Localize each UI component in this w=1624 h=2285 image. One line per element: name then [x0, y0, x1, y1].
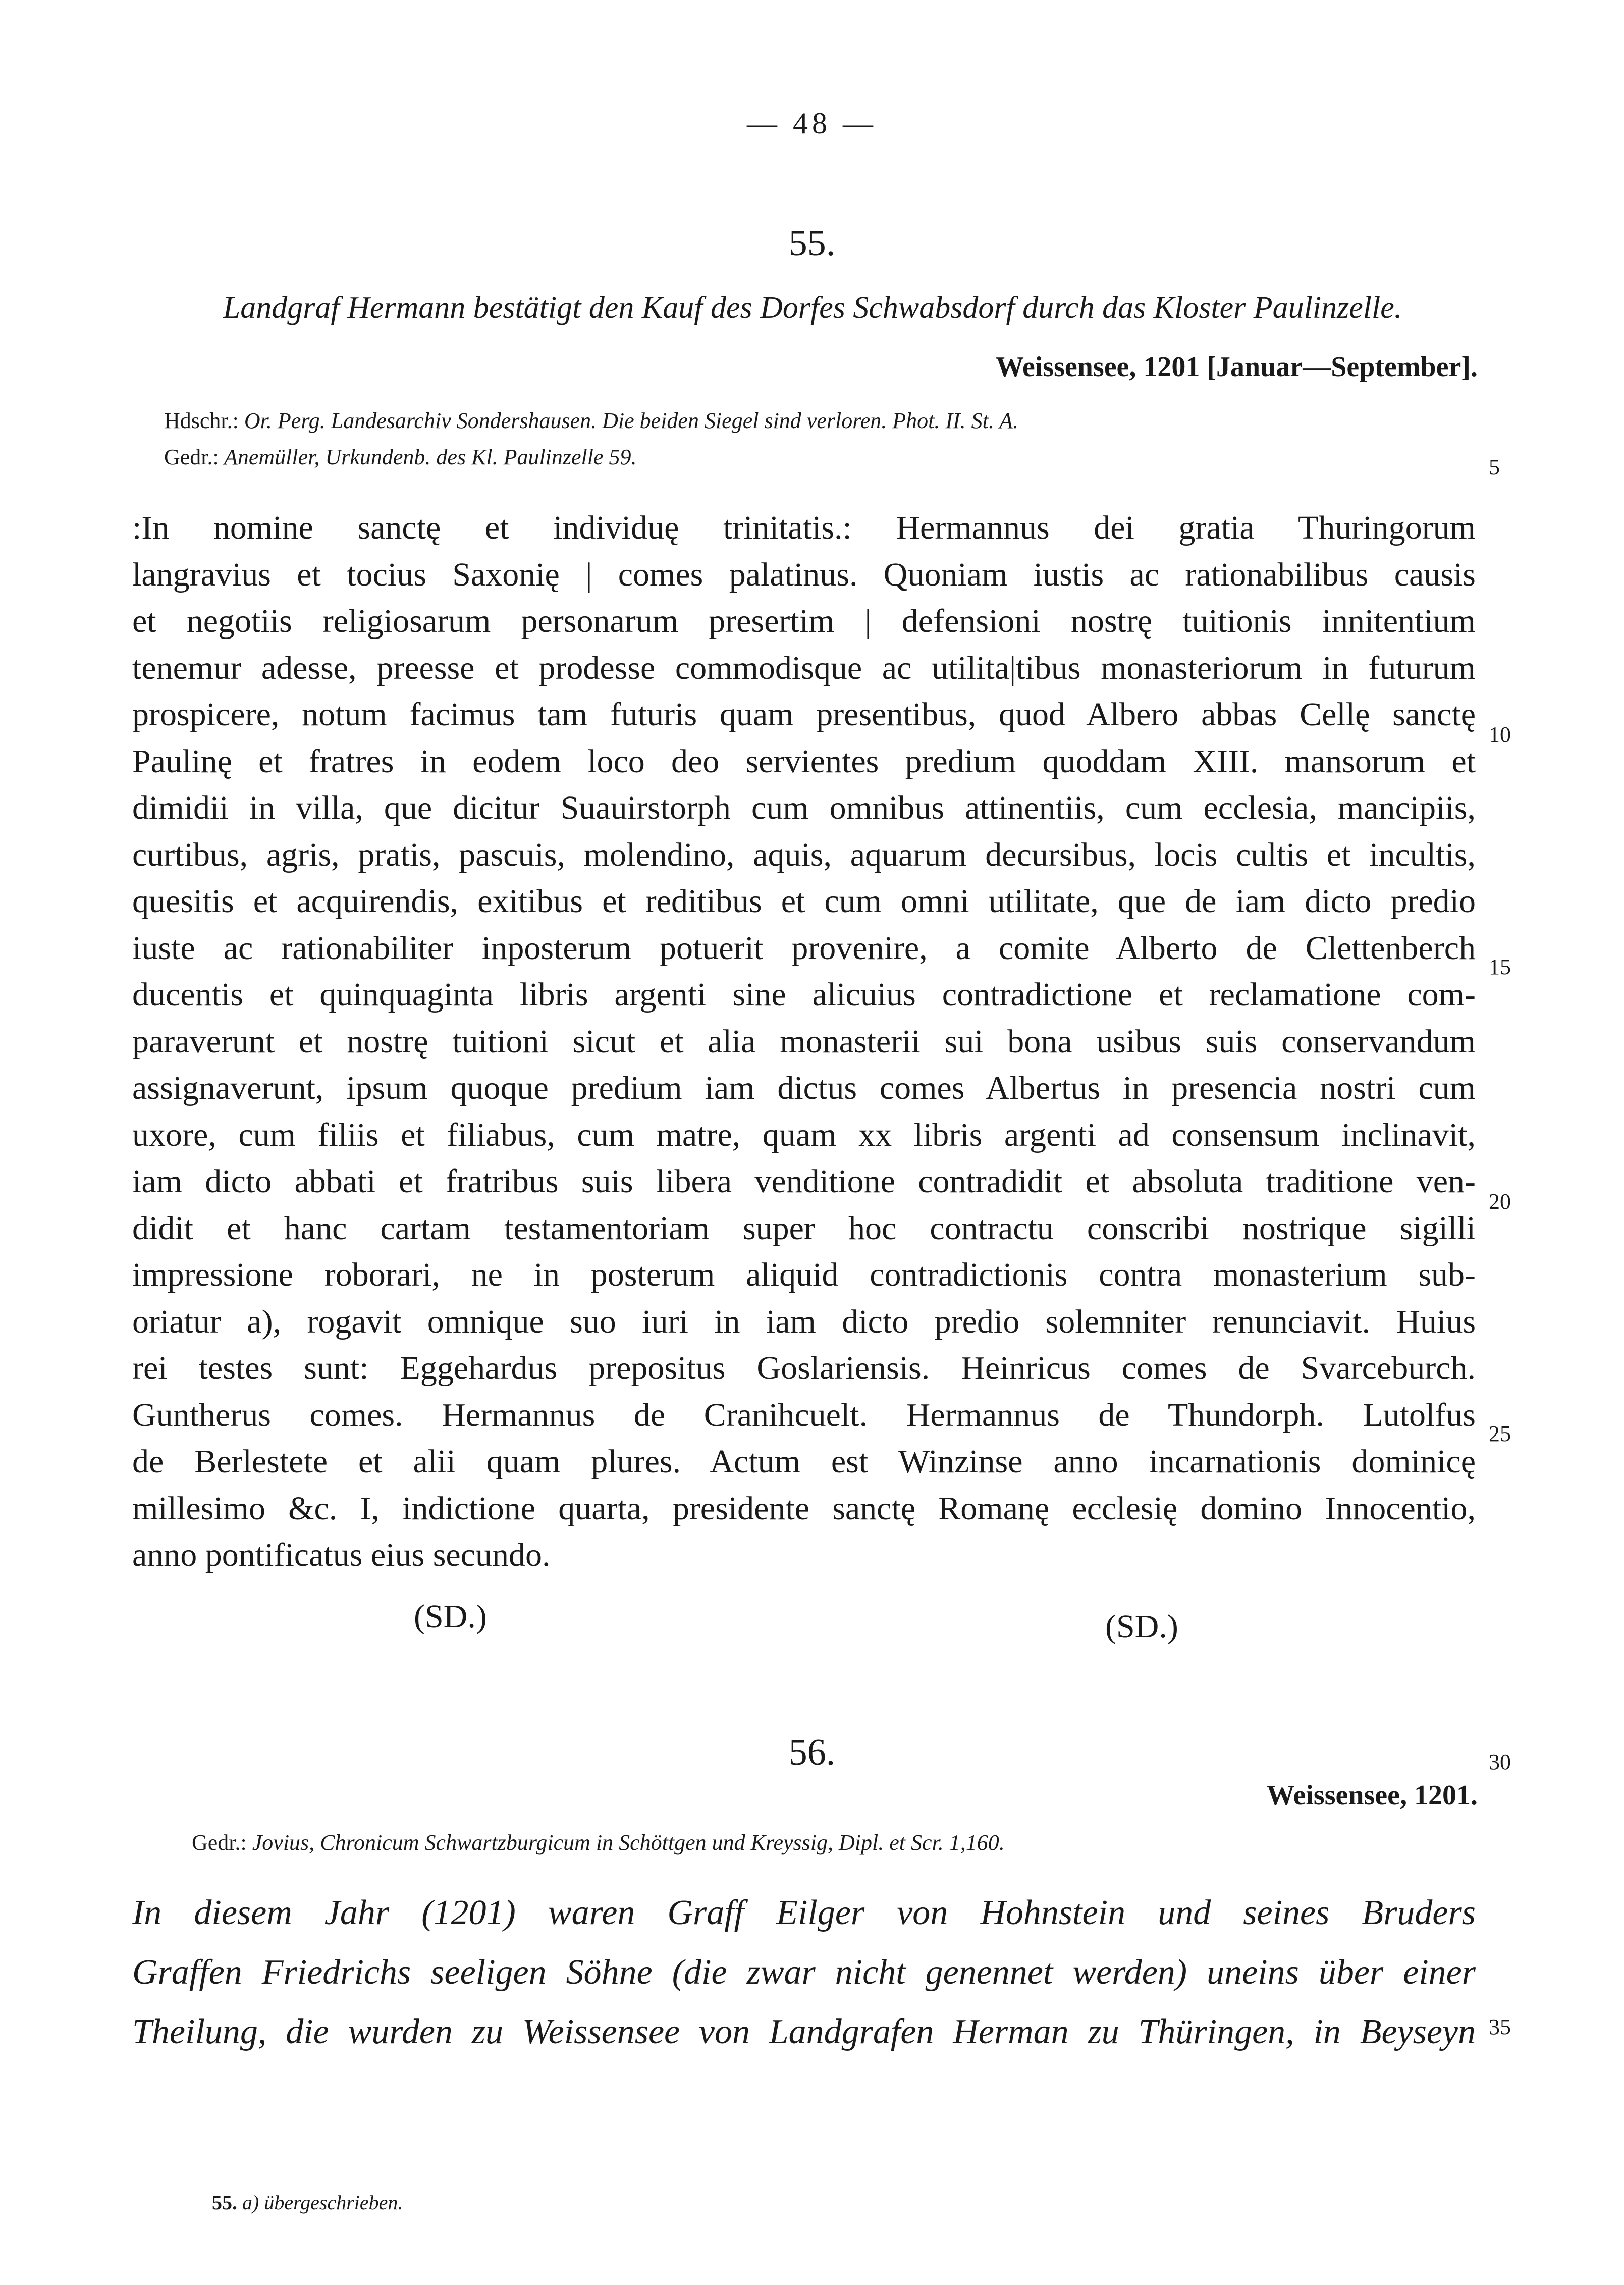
- footnote-number: 55.: [212, 2191, 237, 2214]
- source-label: Hdschr.:: [164, 408, 239, 433]
- footnote-text: a) übergeschrieben.: [242, 2191, 403, 2214]
- seal-marker: (SD.): [414, 1598, 487, 1635]
- text-line: Guntherus comes. Hermannus de Cranihcuelt. Hermannus de Thundorph. Lutolfus: [132, 1396, 1476, 1433]
- text-line: rei testes sunt: Eggehardus prepositus Goslariensis. Heinricus comes de Svarceburch.: [132, 1350, 1476, 1387]
- page-number: — 48 —: [747, 107, 877, 140]
- text-line: prospicere, notum facimus tam futuris quam presentibus, quod Albero abbas Cellę sanctę: [132, 696, 1476, 733]
- source-label: Gedr.:: [164, 445, 219, 469]
- text-line: dimidii in villa, que dicitur Suauirstorph cum omnibus attinentiis, cum ecclesia, mancipiis,: [132, 789, 1476, 826]
- document-title: Landgraf Hermann bestätigt den Kauf des Dorfes Schwabsdorf durch das Kloster Paulinzelle.: [223, 291, 1402, 325]
- seal-marker: (SD.): [1105, 1608, 1178, 1645]
- text-line: millesimo &c. I, indictione quarta, presidente sanctę Romanę ecclesię domino Innocentio,: [132, 1490, 1476, 1527]
- text-line: :In nomine sanctę et individuę trinitatis.: Hermannus dei gratia Thuringorum: [132, 509, 1476, 546]
- text-line: paraverunt et nostrę tuitioni sicut et alia monasterii sui bona usibus suis conservandum: [132, 1023, 1476, 1060]
- text-line: iam dicto abbati et fratribus suis libera venditione contradidit et absoluta traditione ven-: [132, 1163, 1476, 1200]
- source-text: Or. Perg. Landesarchiv Sondershausen. Die beiden Siegel sind verloren. Phot. II. St. A.: [244, 408, 1018, 433]
- text-line: impressione roborari, ne in posterum aliquid contradictionis contra monasterium sub-: [132, 1256, 1476, 1293]
- line-number: 25: [1489, 1421, 1511, 1446]
- source-label: Gedr.:: [192, 1830, 247, 1855]
- line-number: 30: [1489, 1749, 1511, 1774]
- text-line: uxore, cum filiis et filiabus, cum matre, quam xx libris argenti ad consensum inclinavit,: [132, 1116, 1476, 1153]
- text-line: tenemur adesse, preesse et prodesse commodisque ac utilita|tibus monasteriorum in futurum: [132, 649, 1476, 686]
- source-print: [192, 1830, 1005, 1855]
- text-line: Theilung, die wurden zu Weissensee von Landgrafen Herman zu Thüringen, in Beyseyn: [132, 2012, 1476, 2051]
- line-number: 15: [1489, 954, 1511, 979]
- footnote: [212, 2191, 403, 2214]
- text-line: et negotiis religiosarum personarum presertim | defensioni nostrę tuitionis innitentium: [132, 603, 1476, 640]
- text-line: In diesem Jahr (1201) waren Graff Eilger von Hohnstein und seines Bruders: [132, 1893, 1476, 1932]
- line-number: 10: [1489, 722, 1511, 747]
- text-line: iuste ac rationabiliter inposterum potuerit provenire, a comite Alberto de Clettenberch: [132, 929, 1476, 967]
- text-line: oriatur a), rogavit omnique suo iuri in iam dicto predio solemniter renunciavit. Huius: [132, 1303, 1476, 1340]
- source-text: Jovius, Chronicum Schwartzburgicum in Schöttgen und Kreyssig, Dipl. et Scr. 1,160.: [252, 1830, 1005, 1855]
- line-number: 35: [1489, 2014, 1511, 2039]
- document-number: 55.: [788, 223, 836, 264]
- text-line: langravius et tocius Saxonię | comes palatinus. Quoniam iustis ac rationabilibus causis: [132, 556, 1476, 593]
- text-line: ducentis et quinquaginta libris argenti sine alicuius contradictione et reclamatione com-: [132, 976, 1476, 1013]
- line-number: 5: [1489, 455, 1500, 480]
- text-line: de Berlestete et alii quam plures. Actum est Winzinse anno incarnationis dominicę: [132, 1443, 1476, 1480]
- text-line: didit et hanc cartam testamentoriam super hoc contractu conscribi nostrique sigilli: [132, 1209, 1476, 1247]
- text-line: curtibus, agris, pratis, pascuis, molendino, aquis, aquarum decursibus, locis cultis et incultis,: [132, 836, 1476, 873]
- document-number: 56.: [788, 1732, 836, 1773]
- source-manuscript: [164, 408, 1018, 434]
- place-date: Weissensee, 1201.: [1266, 1780, 1478, 1811]
- text-line: assignaverunt, ipsum quoque predium iam dictus comes Albertus in presencia nostri cum: [132, 1070, 1476, 1106]
- text-line: quesitis et acquirendis, exitibus et reditibus et cum omni utilitate, que de iam dicto predio: [132, 883, 1476, 920]
- line-number: 20: [1489, 1189, 1511, 1214]
- text-line: Graffen Friedrichs seeligen Söhne (die zwar nicht genennet werden) uneins über einer: [132, 1953, 1476, 1992]
- text-line: anno pontificatus eius secundo.: [132, 1536, 551, 1573]
- place-date: Weissensee, 1201 [Januar—September].: [995, 351, 1478, 383]
- source-print: [164, 444, 637, 470]
- source-text: Anemüller, Urkundenb. des Kl. Paulinzelle 59.: [224, 445, 637, 469]
- text-line: Paulinę et fratres in eodem loco deo servientes predium quoddam XIII. mansorum et: [132, 742, 1476, 780]
